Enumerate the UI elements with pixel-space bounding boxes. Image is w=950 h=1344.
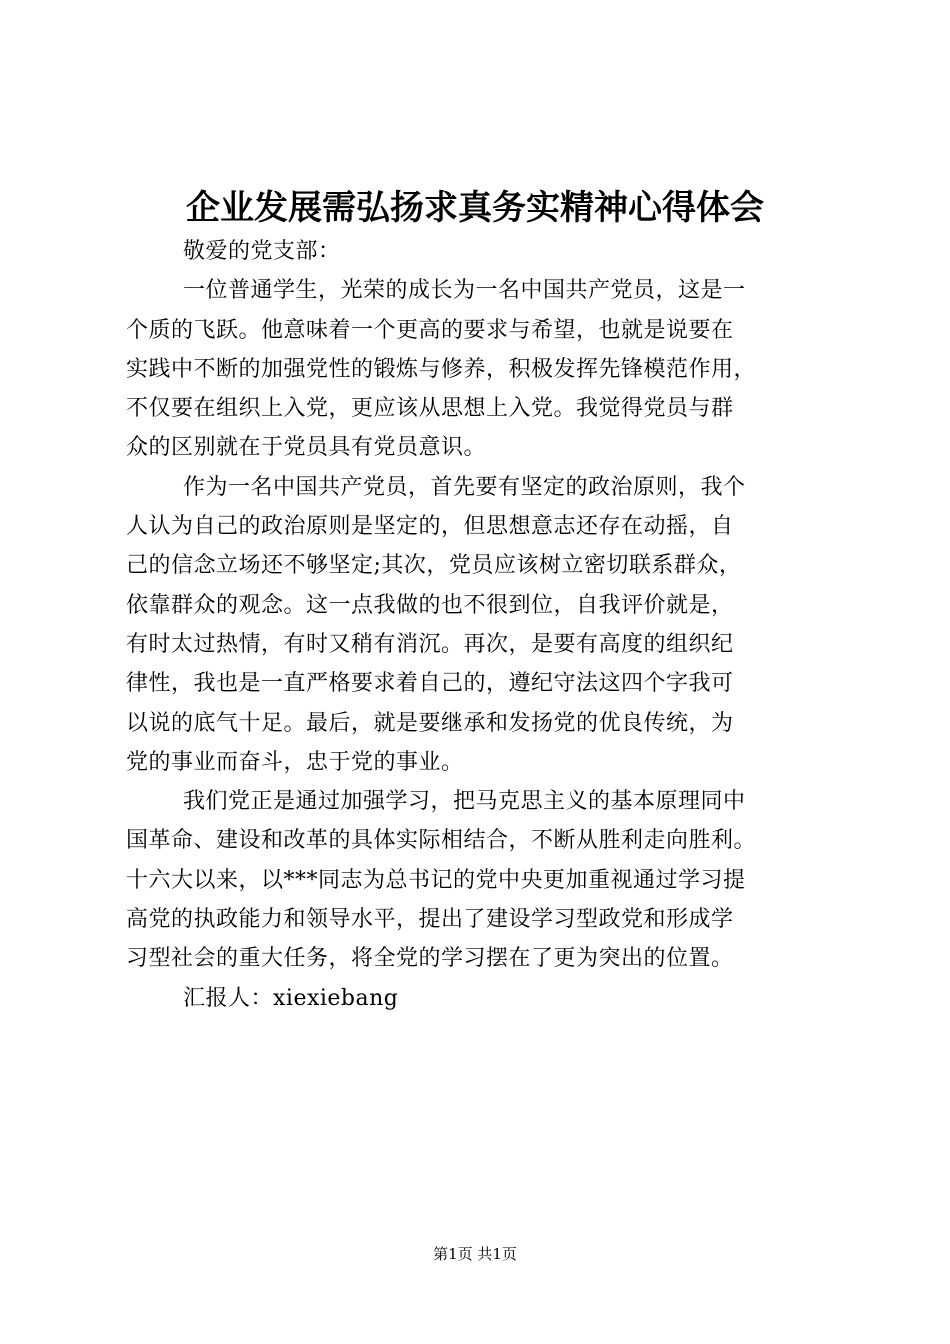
body-line: 敬爱的党支部： xyxy=(183,239,341,264)
body-line: 党的事业而奋斗，忠于党的事业。 xyxy=(126,749,464,775)
body-line: 人认为自己的政治原则是坚定的，但思想意志还存在动摇，自 xyxy=(126,514,734,540)
document-title: 企业发展需弘扬求真务实精神心得体会 xyxy=(186,188,764,228)
document-body xyxy=(126,232,831,1018)
page-footer: 第1页 共1页 xyxy=(433,1245,517,1263)
body-line: 己的信念立场还不够坚定;其次，党员应该树立密切联系群众， xyxy=(126,553,742,579)
body-line: 一位普通学生，光荣的成长为一名中国共产党员，这是一 xyxy=(183,278,746,304)
body-line: 十六大以来，以***同志为总书记的党中央更加重视通过学习提 xyxy=(126,867,746,893)
body-line: 高党的执政能力和领导水平，提出了建设学习型政党和形成学 xyxy=(126,907,734,933)
body-line: 律性，我也是一直严格要求着自己的，遵纪守法这四个字我可 xyxy=(126,671,734,697)
body-line: 我们党正是通过加强学习，把马克思主义的基本原理同中 xyxy=(183,789,746,815)
body-line: 不仅要在组织上入党，更应该从思想上入党。我觉得党员与群 xyxy=(126,396,734,422)
body-line: 实践中不断的加强党性的锻炼与修养，积极发挥先锋模范作用， xyxy=(126,356,757,382)
body-line: 有时太过热情，有时又稍有消沉。再次，是要有高度的组织纪 xyxy=(126,631,734,657)
body-line: 汇报人：xiexiebang xyxy=(183,985,399,1011)
body-line: 个质的飞跃。他意味着一个更高的要求与希望，也就是说要在 xyxy=(126,317,734,343)
body-line: 众的区别就在于党员具有党员意识。 xyxy=(126,435,487,461)
body-line: 国革命、建设和改革的具体实际相结合，不断从胜利走向胜利。 xyxy=(126,828,757,854)
body-line: 依靠群众的观念。这一点我做的也不很到位，自我评价就是， xyxy=(126,592,734,618)
body-line: 作为一名中国共产党员，首先要有坚定的政治原则，我个 xyxy=(183,474,746,500)
body-line: 以说的底气十足。最后，就是要继承和发扬党的优良传统，为 xyxy=(126,710,734,736)
body-line: 习型社会的重大任务，将全党的学习摆在了更为突出的位置。 xyxy=(126,946,734,972)
